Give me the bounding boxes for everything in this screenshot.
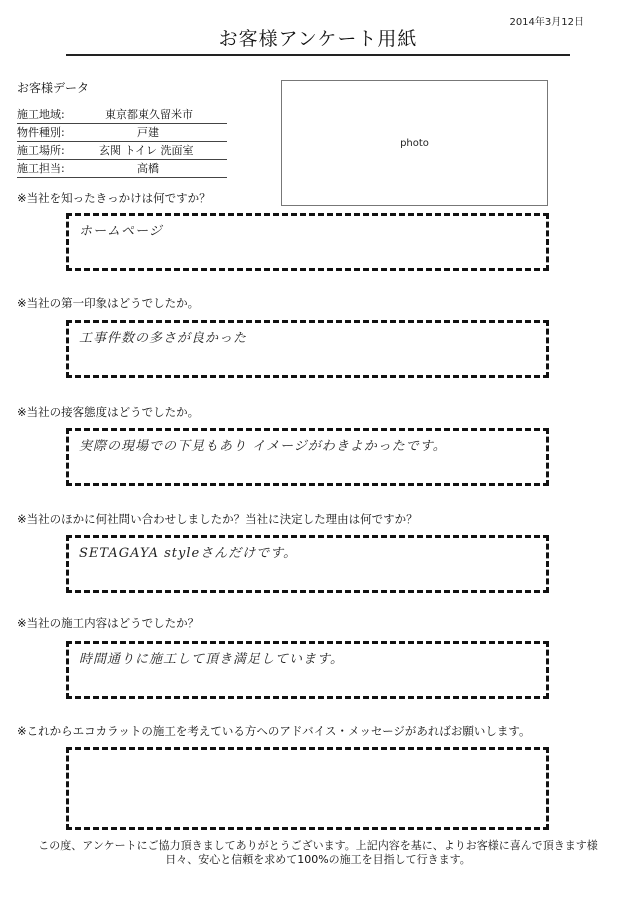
info-row-property-type [17, 125, 227, 142]
info-value: 東京都東久留米市 [105, 108, 193, 121]
info-value: 戸建 [137, 126, 159, 139]
answer-text-3: 実際の現場での下見もあり イメージがわきよかったです。 [79, 439, 447, 454]
question-2: ※当社の第一印象はどうでしたか。 [17, 296, 200, 310]
footer-line-1: この度、アンケートにご協力頂きましてありがとうございます。上記内容を基に、よりお客様に喜んで頂きます様 [38, 839, 598, 852]
question-5: ※当社の施工内容はどうでしたか？ [17, 616, 200, 630]
answer-box-4 [66, 535, 549, 593]
photo-placeholder [281, 80, 548, 206]
info-label: 施工場所: [17, 144, 65, 157]
info-label: 物件種別: [17, 126, 65, 139]
photo-label: photo [400, 137, 429, 149]
answer-text-5: 時間通りに施工して頂き満足しています。 [79, 652, 344, 667]
info-row-staff [17, 161, 227, 178]
answer-text-4: SETAGAYA styleさんだけです。 [79, 546, 298, 561]
info-label: 施工担当: [17, 162, 65, 175]
answer-box-3 [66, 428, 549, 486]
answer-box-6 [66, 747, 549, 830]
answer-text-2: 工事件数の多さが良かった [79, 331, 248, 346]
question-3: ※当社の接客態度はどうでしたか。 [17, 405, 200, 419]
answer-box-1 [66, 213, 549, 271]
answer-text-1: ホームページ [79, 224, 163, 239]
info-row-area [17, 107, 227, 124]
answer-box-5 [66, 641, 549, 699]
footer-line-2: 日々、安心と信頼を求めて100%の施工を目指して行きます。 [165, 853, 471, 866]
survey-date: 2014年3月12日 [509, 17, 584, 28]
footer-message [20, 839, 616, 867]
info-label: 施工地域: [17, 108, 65, 121]
customer-data-heading: お客様データ [17, 81, 90, 95]
question-4: ※当社のほかに何社問い合わせしましたか？当社に決定した理由は何ですか？ [17, 512, 418, 526]
question-1: ※当社を知ったきっかけは何ですか？ [17, 191, 211, 205]
answer-box-2 [66, 320, 549, 378]
page-title: お客様アンケート用紙 [66, 24, 570, 56]
info-value: 高橋 [137, 162, 159, 175]
question-6: ※これからエコカラットの施工を考えている方へのアドバイス・メッセージがあればお願いします。 [17, 724, 531, 738]
info-value: 玄関 トイレ 洗面室 [99, 144, 194, 157]
info-row-location [17, 143, 227, 160]
